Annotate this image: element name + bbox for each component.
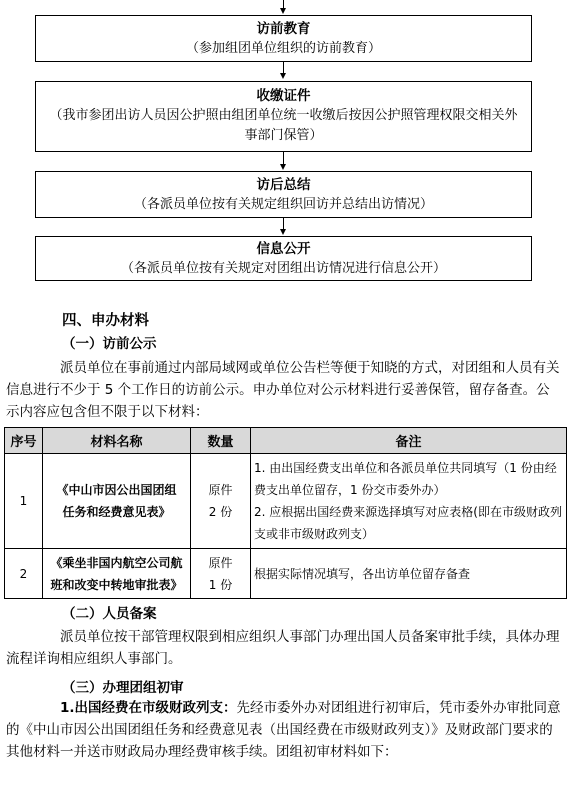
table-row — [5, 454, 567, 549]
flow-step-collect-documents — [35, 81, 532, 152]
note-item: 1. 由出国经费支出单位和各派员单位共同填写（1 份由经费支出单位留存，1 份交市委外办） — [254, 461, 557, 497]
flow-step-title: 收缴证件 — [256, 88, 311, 104]
subsection-heading-preliminary-review: （三）办理团组初审 — [62, 680, 184, 696]
col-header-no: 序号 — [5, 428, 43, 454]
cell-notes — [251, 549, 567, 599]
col-header-name: 材料名称 — [43, 428, 191, 454]
section-heading: 四、申办材料 — [62, 313, 149, 329]
cell-qty — [191, 454, 251, 549]
flow-step-desc: （参加组团单位组织的访前教育） — [185, 41, 381, 56]
qty-count: 2 份 — [208, 505, 233, 519]
flow-step-pre-visit-education — [35, 15, 532, 62]
note-item: 2. 应根据出国经费来源选择填写对应表格(即在市级财政列支或非市级财政列支） — [254, 505, 562, 541]
paragraph-preliminary-review — [6, 697, 562, 763]
flow-step-info-disclosure — [35, 236, 532, 281]
table-row — [5, 549, 567, 599]
col-header-qty: 数量 — [191, 428, 251, 454]
flow-step-title: 信息公开 — [256, 241, 311, 257]
flow-arrow-icon — [280, 8, 286, 14]
materials-table — [4, 427, 567, 599]
cell-no: 1 — [5, 454, 43, 549]
cell-no: 2 — [5, 549, 43, 599]
flow-arrow-icon — [280, 73, 286, 79]
table-header-row — [5, 428, 567, 454]
qty-count: 1 份 — [208, 577, 233, 592]
flow-connector — [283, 218, 284, 229]
cell-notes — [251, 454, 567, 549]
flow-step-desc: （各派员单位按有关规定组织回访并总结出访情况） — [133, 197, 433, 212]
col-header-notes: 备注 — [251, 428, 567, 454]
flow-connector — [283, 152, 284, 164]
qty-type: 原件 — [208, 555, 233, 570]
cell-qty — [191, 549, 251, 599]
paragraph-personnel-record: 派员单位按干部管理权限到相应组织人事部门办理出国人员备案审批手续，具体办理流程详询相应组织人事部门。 — [6, 629, 560, 667]
qty-type: 原件 — [208, 483, 233, 497]
flow-connector — [283, 62, 284, 73]
flow-step-desc: （我市参团出访人员因公护照由组团单位统一收缴后按因公护照管理权限交相关外事部门保管） — [49, 108, 518, 143]
flow-step-title: 访前教育 — [256, 21, 311, 37]
flow-step-post-visit-summary — [35, 171, 532, 218]
paragraph-body: 先经市委外办对团组进行初审后，凭市委外办审批同意的《中山市因公出国团组任务和经费意见表（出国经费在市级财政列支）》及财政部门要求的其他材料一并送市财政局办理经费审核手续。团组初审材料如下： — [6, 700, 561, 760]
cell-name: 《乘坐非国内航空公司航班和改变中转地审批表》 — [43, 549, 191, 599]
cell-name: 《中山市因公出国团组任务和经费意见表》 — [43, 454, 191, 549]
flow-step-desc: （各派员单位按有关规定对团组出访情况进行信息公开） — [120, 261, 446, 276]
paragraph-pre-visit-notice: 派员单位在事前通过内部局域网或单位公告栏等便于知晓的方式，对团组和人员有关信息进行不少于 5 个工作日的访前公示。申办单位对公示材料进行妥善保管，留存备查。公示内容应包含但不限于以下材料： — [6, 360, 560, 420]
subsection-heading-personnel-record: （二）人员备案 — [62, 606, 157, 622]
flow-arrow-icon — [280, 229, 286, 235]
paragraph-lead: 1.出国经费在市级财政列支： — [60, 700, 237, 716]
flow-arrow-icon — [280, 164, 286, 170]
flow-connector — [283, 0, 284, 8]
subsection-heading-pre-visit-notice: （一）访前公示 — [62, 336, 157, 352]
flow-step-title: 访后总结 — [256, 177, 311, 193]
note-item: 根据实际情况填写，各出访单位留存备查 — [254, 566, 471, 581]
